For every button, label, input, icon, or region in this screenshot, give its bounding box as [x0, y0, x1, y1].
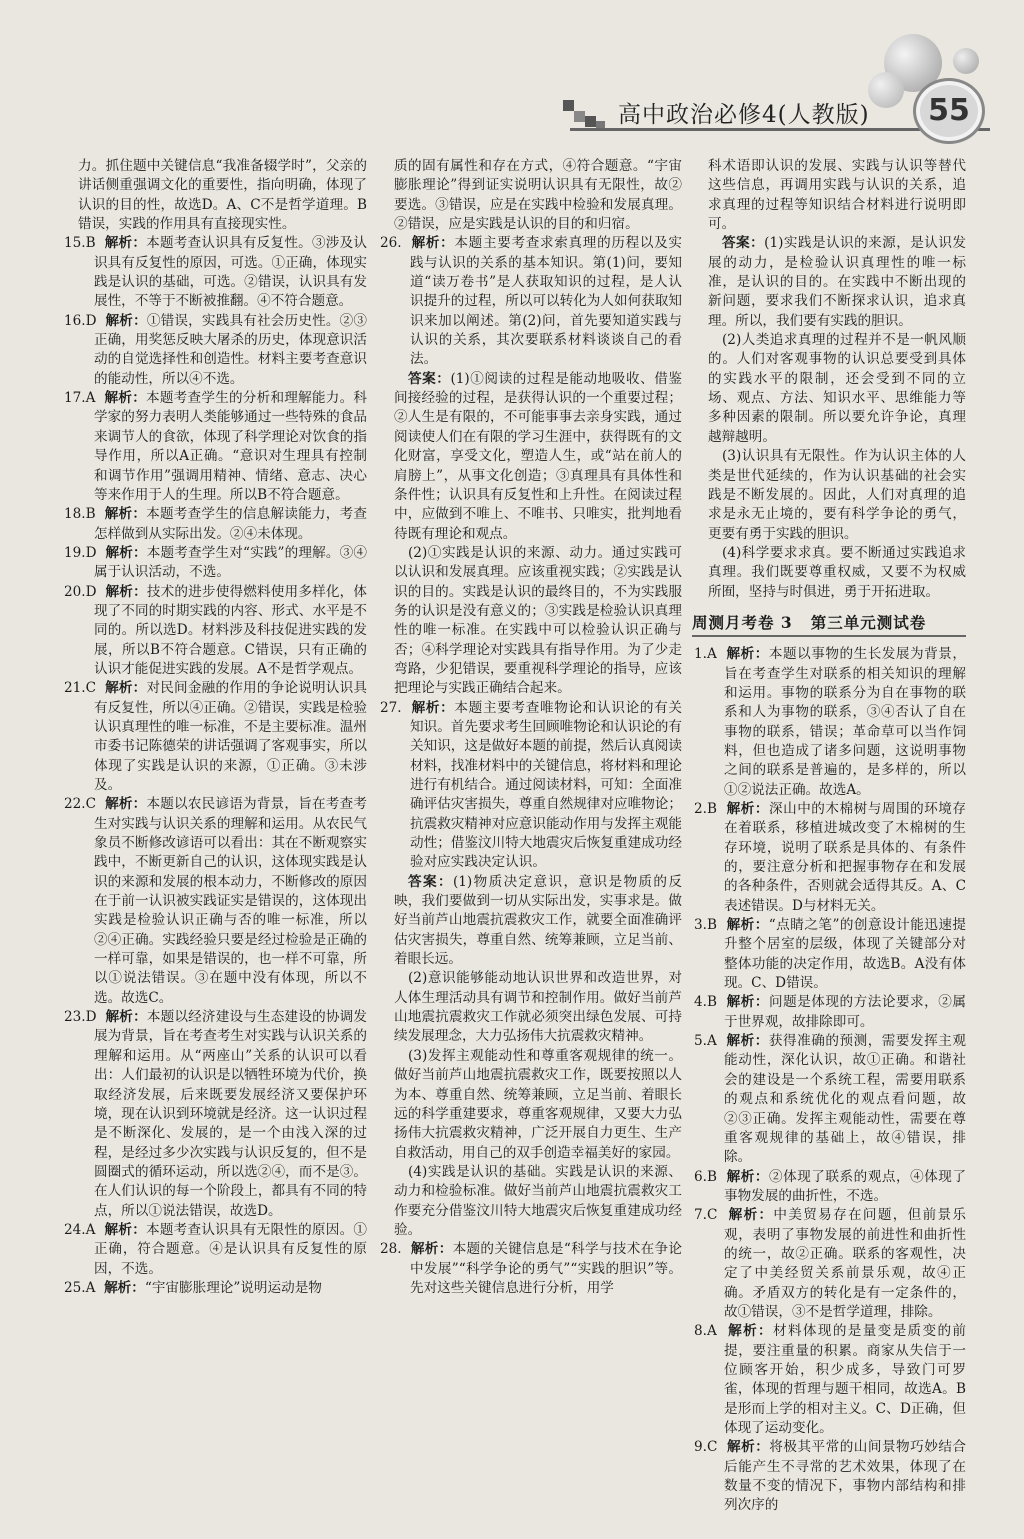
answer-item [64, 389, 367, 505]
item-text: 对民间金融的作用的争论说明认识具有反复性，所以④正确。②错误，实践是检验认识真理性的唯一标准，不是主要标准。温州市委书记陈德荣的讲话强调了客观事实，所以体现了实践是认识的来源，①正确。③未涉及。 [94, 680, 367, 793]
item-number: 1.A [694, 646, 717, 663]
item-text: (4)实践是认识的基础。实践是认识的来源、动力和检验标准。做好当前芦山地震抗震救灾工作要充分借鉴汶川特大地震灾后恢复重建成功经验。 [394, 1163, 682, 1238]
item-text: (2)人类追求真理的过程并不是一帆风顺的。人们对客观事物的认识总要受到具体的实践水平的限制，还会受到不同的立场、观点、方法、知识水平、思维能力等多种因素的限制。所以要允许争论，真理越辩越明。 [708, 332, 966, 445]
item-text: (2)①实践是认识的来源、动力。通过实践可以认识和发展真理。应该重视实践；②实践是认识的目的。实践是认识的最终目的，不为实践服务的认识是没有意义的；③实践是检验认识真理性的唯一标准。在实践中可以检验认识正确与否；④科学理论对实践具有指导作用。为了少走弯路，少犯错误，要重视科学理论的指导，应该把理论与实践正确结合起来。 [394, 544, 682, 697]
analysis-label: 解析： [728, 1323, 774, 1340]
item-text: 获得准确的预测，需要发挥主观能动性，深化认识，故①正确。和谐社会的建设是一个系统工程，需要用联系的观点和系统优化的观点看问题，故②③正确。发挥主观能动性，需要在尊重客观规律的基础上，故④错误，排除。 [724, 1033, 966, 1166]
answer-item [694, 916, 966, 993]
item-text: (4)科学要求求真。要不断通过实践追求真理。我们既要尊重权威，又要不为权威所囿，坚持与时俱进，勇于开拓进取。 [708, 544, 966, 600]
item-text: 将极其平常的山间景物巧妙结合后能产生不寻常的艺术效果，体现了在数量不变的情况下，事物内部结构和排列次序的 [724, 1439, 967, 1514]
analysis-label: 解析： [105, 1009, 147, 1026]
analysis-label: 解析： [105, 680, 147, 697]
answer-item [64, 234, 367, 311]
answer-label: 答案： [722, 235, 765, 252]
item-text: ①错误，实践具有社会历史性。②③正确，用奖惩反映大屠杀的历史，体现意识活动的自觉选择性和创造性。材料主要考查意识的能动性，所以④不选。 [94, 312, 367, 387]
decor-bubble-medium [868, 72, 904, 108]
answer-paragraph [380, 1163, 682, 1240]
item-text: 本题的关键信息是“科学与技术在争论中发展”“科学争论的勇气”“实践的胆识”等。先对这些关键信息进行分析，用学 [410, 1241, 682, 1296]
item-number: 21.C [64, 680, 97, 697]
answer-item-continued [64, 157, 367, 234]
answer-paragraph [694, 544, 966, 602]
analysis-label: 解析： [105, 796, 147, 813]
item-text: 中美贸易存在问题，但前景乐观，表明了事物发展的前进性和曲折性的统一，故②正确。联系的客观性，决定了中美经贸关系前景乐观，故④正确。矛盾双方的转化是有一定条件的，故①错误，③不是哲学道理，排除。 [724, 1207, 966, 1320]
answer-item [694, 1032, 966, 1167]
item-number: 20.D [64, 583, 97, 600]
answer-item [694, 1438, 966, 1515]
analysis-label: 解析： [726, 1168, 769, 1185]
section-heading [692, 610, 966, 637]
item-text: 问题是体现的方法论要求，②属于世界观，故排除即可。 [724, 994, 966, 1030]
analysis-label: 解析： [411, 235, 455, 252]
item-number: 15.B [64, 235, 96, 252]
section-title: 第三单元测试卷 [810, 612, 927, 632]
answer-paragraph [380, 544, 682, 699]
analysis-label: 解析： [104, 1279, 145, 1296]
answer-paragraph [694, 234, 966, 331]
answer-item [694, 1206, 966, 1322]
item-text: 本题主要考查唯物论和认识论的有关知识。首先要求考生回顾唯物论和认识论的有关知识，这是做好本题的前提，然后认真阅读材料，找准材料中的关键信息，将材料和理论进行有机结合。通过阅读材料，可知：全面准确评估灾害损失，尊重自然规律对应唯物论；抗震救灾精神对应意识能动作用与发挥主观能动性；借鉴汶川特大地震灾后恢复重建成功经验对应实践决定认识。 [410, 699, 682, 871]
item-number: 6.B [694, 1168, 717, 1185]
analysis-label: 解析： [726, 801, 769, 817]
decor-square [563, 100, 574, 111]
item-text: 材料体现的是量变是质变的前提，要注重量的积累。商家从失信于一位顾客开始，积少成多，导致门可罗雀，体现的哲理与题干相同，故选A。B是形而上学的相对主义。C、D正确，但体现了运动变化。 [724, 1323, 967, 1436]
item-text: (1)①阅读的过程是能动地吸收、借鉴间接经验的过程，是获得认识的一个重要过程；②人生是有限的，不可能事事去亲身实践，通过阅读使人们在有限的学习生涯中，获得既有的文化财富，享受文化，塑造人生，或“站在前人的肩膀上”，从事文化创造；③真理具有具体性和条件性；认识具有反复性和上升性。在阅读过程中，应做到不唯上、不唯书、只唯实，批判地看待既有理论和观点。 [394, 370, 683, 542]
item-text: 本题考查学生对“实践”的理解。③④属于认识活动，不选。 [94, 544, 367, 581]
item-text: 科术语即认识的发展、实践与认识等替代这些信息，再调用实践与认识的关系，追求真理的过程等知识结合材料进行说明即可。 [708, 158, 966, 233]
item-number: 4.B [694, 994, 717, 1011]
item-text: 本题以事物的生长发展为背景，旨在考查学生对联系的相关知识的理解和运用。事物的联系分为自在事物的联系和人为事物的联系，③④否认了自在事物的联系，错误；革命草可以当作饲料，但也造成了诸多问题，这说明事物之间的联系是普遍的，是多样的，所以①②说法正确。故选A。 [724, 646, 966, 798]
item-number: 26. [380, 235, 402, 252]
decor-square [585, 116, 596, 127]
item-text: ②体现了联系的观点，④体现了事物发展的曲折性，不选。 [724, 1168, 966, 1204]
answer-item [694, 645, 966, 800]
answer-label: 答案： [408, 370, 451, 387]
item-number: 3.B [694, 917, 717, 934]
page-number: 55 [913, 78, 985, 144]
analysis-label: 解析： [105, 544, 147, 561]
answer-item [64, 1221, 367, 1279]
analysis-label: 解析： [104, 235, 147, 252]
answer-item [380, 1240, 682, 1298]
analysis-label: 解析： [726, 917, 769, 934]
column-middle [380, 157, 682, 1298]
decor-square [574, 111, 585, 122]
item-number: 5.A [694, 1033, 717, 1050]
answer-item-continued [380, 157, 682, 234]
answer-paragraph [694, 447, 966, 544]
item-text: (2)意识能够能动地认识世界和改造世界，对人体生理活动具有调节和控制作用。做好当前芦山地震抗震救灾工作就必须突出绿色发展、可持续发展理念，大力弘扬伟大抗震救灾精神。 [394, 970, 682, 1045]
section-prefix: 周测月考卷 3 [692, 612, 793, 632]
item-text: 力。抓住题中关键信息“我准备辍学时”，父亲的讲话侧重强调文化的重要性，指向明确，体现了认识的目的性，故选D。A、C不是哲学道理。B错误，实践的作用具有直接现实性。 [78, 158, 367, 233]
answer-paragraph [694, 331, 966, 447]
decor-bubble-small [953, 48, 979, 74]
analysis-label: 解析： [104, 390, 147, 407]
item-number: 19.D [64, 544, 97, 561]
answer-item [64, 679, 367, 795]
item-text: 本题以农民谚语为背景，旨在考查考生对实践与认识关系的理解和运用。从农民气象员不断修改谚语可以看出：其在不断观察实践中，不断更新自己的认识，这体现实践是认识的来源和发展的根本动力，不断修改的原因在于前一认识被实践证实是错误的，这体现出实践是检验认识正确与否的唯一标准，所以②④正确。实践经验只要是经过检验是正确的一样可靠，如果是错误的，也一样不可靠，所以①说法错误。③在题中没有体现，所以不选。故选C。 [94, 796, 367, 1006]
analysis-label: 解析： [726, 994, 769, 1011]
column-left [64, 157, 367, 1298]
item-number: 2.B [694, 801, 717, 817]
analysis-label: 解析： [411, 699, 455, 716]
analysis-label: 解析： [104, 1221, 147, 1238]
item-text: 技术的进步使得燃料使用多样化，体现了不同的时期实践的内容、形式、水平是不同的。所以选D。材料涉及科技促进实践的发展，所以B不符合题意。C错误，只有正确的认识才能促进实践的发展。A不是哲学观点。 [94, 583, 367, 677]
analysis-label: 解析： [410, 1241, 453, 1258]
item-text: 深山中的木棉树与周围的环境存在着联系，移植进城改变了木棉树的生存环境，说明了联系是具体的、有条件的，要注意分析和把握事物存在和发展的各种条件，否则就会适得其反。A、C表述错误。D与材料无关。 [724, 801, 966, 914]
answer-item [64, 1008, 367, 1221]
answer-paragraph [380, 873, 682, 970]
item-number: 25.A [64, 1279, 96, 1296]
answer-item [64, 544, 367, 583]
answer-label: 答案： [408, 873, 453, 890]
column-right [694, 157, 966, 1516]
book-title: 高中政治必修4(人教版) [618, 102, 870, 128]
item-number: 18.B [64, 506, 96, 523]
answer-item [380, 699, 682, 873]
item-number: 24.A [64, 1221, 96, 1238]
analysis-label: 解析： [728, 1207, 774, 1224]
answer-item [694, 1168, 966, 1207]
answer-paragraph [380, 969, 682, 1046]
item-number: 8.A [694, 1323, 717, 1340]
page-header [0, 0, 1024, 150]
answer-item [380, 234, 682, 369]
item-text: 本题考查学生的分析和理解能力。科学家的努力表明人类能够通过一些特殊的食品来调节人的食欲，体现了科学理论对饮食的指导作用，所以A正确。“意识对生理具有控制和调节作用”强调用精神、情绪、意志、决心等来作用于人的生理。所以B不符合题意。 [94, 390, 367, 503]
item-text: (3)认识具有无限性。作为认识主体的人类是世代延续的，作为认识基础的社会实践是不断发展的。因此，人们对真理的追求是永无止境的，要有科学争论的勇气，更要有勇于实践的胆识。 [708, 448, 966, 542]
analysis-label: 解析： [104, 506, 147, 523]
analysis-label: 解析： [105, 583, 147, 600]
item-text: 本题考查学生的信息解读能力，考查怎样做到从实际出发。②④未体现。 [94, 506, 367, 542]
analysis-label: 解析： [727, 1439, 770, 1456]
item-number: 17.A [64, 390, 96, 407]
item-number: 9.C [694, 1439, 718, 1456]
answer-item [694, 800, 966, 916]
item-text: “宇宙膨胀理论”说明运动是物 [144, 1279, 322, 1296]
answer-item [64, 1279, 367, 1298]
item-number: 16.D [64, 312, 97, 329]
answer-item [64, 795, 367, 1008]
answer-paragraph [380, 370, 682, 544]
answer-item-continued [694, 157, 966, 234]
analysis-label: 解析： [726, 646, 769, 663]
answer-item [694, 993, 966, 1032]
item-text: (1)物质决定意识，意识是物质的反映，我们要做到一切从实际出发，实事求是。做好当前芦山地震抗震救灾工作，就要全面准确评估灾害损失，尊重自然、统筹兼顾，立足当前、着眼长远。 [394, 873, 682, 968]
item-text: “点睛之笔”的创意设计能迅速提升整个居室的层级，体现了关键部分对整体功能的决定作用，故选B。A没有体现。C、D错误。 [724, 917, 966, 992]
answer-paragraph [380, 1047, 682, 1163]
answer-item [694, 1322, 966, 1438]
item-text: 本题考查认识具有无限性的原因。①正确，符合题意。④是认识具有反复性的原因，不选。 [94, 1221, 367, 1277]
item-number: 28. [380, 1241, 402, 1258]
item-text: (3)发挥主观能动性和尊重客观规律的统一。做好当前芦山地震抗震救灾工作，既要按照以人为本、尊重自然、统筹兼顾，立足当前、着眼长远的科学重建要求，尊重客观规律，又要大力弘扬伟大抗震救灾精神，广泛开展自力更生、生产自救活动，用自己的双手创造幸福美好的家园。 [394, 1047, 682, 1161]
answer-item [64, 583, 367, 680]
answer-item [64, 312, 367, 389]
item-text: 本题以经济建设与生态建设的协调发展为背景，旨在考查考生对实践与认识关系的理解和运用。从“两座山”关系的认识可以看出：人们最初的认识是以牺牲环境为代价，换取经济发展，后来既要发展经济又要保护环境，现在认识到环境就是经济。这一认识过程是不断深化、发展的，是一个由浅入深的过程，是经过多少次实践与认识反复的，但不是圆圈式的循环运动，所以选②④，而不是③。在人们认识的每一个阶段上，都具有不同的特点，所以①说法错误，故选D。 [94, 1009, 367, 1219]
item-number: 27. [380, 699, 402, 716]
item-text: 质的固有属性和存在方式，④符合题意。“宇宙膨胀理论”得到证实说明认识具有无限性，故②要选。③错误，应是在实践中检验和发展真理。②错误，应是实践是认识的目的和归宿。 [394, 158, 682, 233]
item-number: 23.D [64, 1009, 97, 1026]
item-text: (1)实践是认识的来源，是认识发展的动力，是检验认识真理性的唯一标准，是认识的目的。在实践中不断出现的新问题，要求我们不断探求认识，追求真理。所以，我们要有实践的胆识。 [708, 235, 966, 329]
analysis-label: 解析： [105, 312, 147, 329]
item-number: 22.C [64, 796, 97, 813]
answer-item [64, 505, 367, 544]
item-text: 本题主要考查求索真理的历程以及实践与认识的关系的基本知识。第(1)问，要知道“读万卷书”是人获取知识的过程，是人认识提升的过程，所以可以转化为人如何获取知识来加以阐述。第(2)问，首先要知道实践与认识的关系，其次要联系材料谈谈自己的看法。 [410, 235, 682, 368]
item-number: 7.C [694, 1207, 718, 1224]
item-text: 本题考查认识具有反复性。③涉及认识具有反复性的原因，可选。①正确，体现实践是认识的基础，可选。②错误，认识具有发展性，不等于不断被推翻。④不符合题意。 [94, 235, 367, 310]
analysis-label: 解析： [726, 1033, 769, 1050]
